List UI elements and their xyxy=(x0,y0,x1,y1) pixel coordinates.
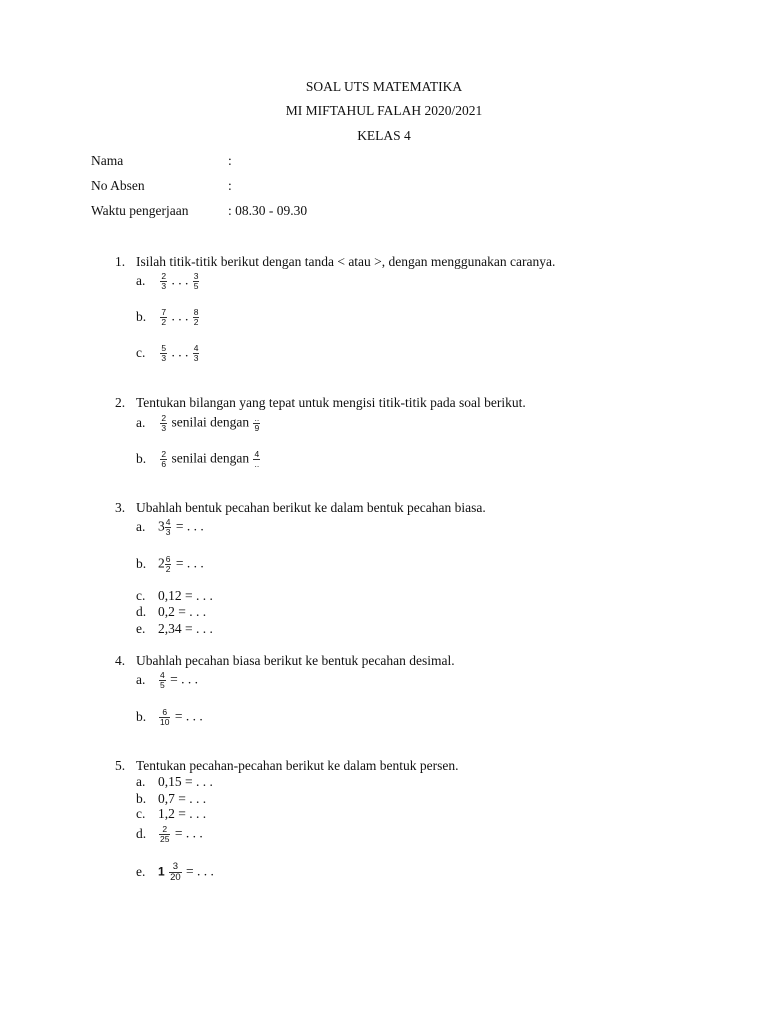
item-text: 0,7 = . . . xyxy=(158,791,207,806)
item-letter: b. xyxy=(136,555,147,571)
q5-item-c xyxy=(136,806,206,822)
time-label: Waktu pengerjaan xyxy=(91,203,189,218)
q3-item-e xyxy=(136,621,213,637)
fraction: $\frac{5}{3}$ xyxy=(161,343,167,363)
item-letter: a. xyxy=(136,774,146,789)
q3-item-a xyxy=(136,518,204,537)
q4-item-b xyxy=(136,708,203,727)
dots: . . . xyxy=(171,272,189,288)
item-letter: e. xyxy=(136,863,146,879)
item-letter: b. xyxy=(136,791,147,806)
dots: . . . xyxy=(171,308,189,324)
grade-label: KELAS 4 xyxy=(357,128,411,143)
item-letter: b. xyxy=(136,450,147,466)
q4-item-a xyxy=(136,671,198,690)
item-letter: a. xyxy=(136,671,146,687)
q4-text: Ubahlah pecahan biasa berikut ke bentuk pecahan desimal. xyxy=(136,653,455,668)
blank: = . . . xyxy=(175,555,204,571)
item-letter: d. xyxy=(136,604,147,619)
document-title: SOAL UTS MATEMATIKA xyxy=(305,79,463,94)
item-letter: a. xyxy=(136,414,146,430)
fraction: $\frac{3}{20}$ xyxy=(170,861,181,883)
whole-number: 1 xyxy=(158,864,165,879)
whole-number: 2 xyxy=(158,555,165,571)
blank: = . . . xyxy=(175,518,204,534)
q3-text: Ubahlah bentuk pecahan berikut ke dalam bentuk pecahan biasa. xyxy=(136,500,486,515)
item-letter: d. xyxy=(136,825,147,841)
q2-text: Tentukan bilangan yang tepat untuk mengisi titik-titik pada soal berikut. xyxy=(136,395,526,410)
equivalence-text: senilai dengan xyxy=(171,450,250,466)
school-name: MI MIFTAHUL FALAH 2020/2021 xyxy=(285,103,483,118)
q5-number: 5. xyxy=(115,758,126,773)
blank: = . . . xyxy=(174,708,203,724)
absen-label: No Absen xyxy=(91,178,145,193)
blank: = . . . xyxy=(170,671,198,687)
item-letter: b. xyxy=(136,708,147,724)
q1-number: 1. xyxy=(115,254,126,269)
fraction: $\frac{3}{5}$ xyxy=(193,271,199,291)
item-letter: a. xyxy=(136,272,146,288)
item-text: 2,34 = . . . xyxy=(158,621,213,636)
fraction: $\frac{2}{25}$ xyxy=(160,824,170,844)
fraction: $\frac{4}{3}$ xyxy=(165,517,171,537)
time-value: : 08.30 - 09.30 xyxy=(228,203,308,218)
equivalence-text: senilai dengan xyxy=(171,414,250,430)
q1-item-a xyxy=(136,272,200,291)
q1-item-b xyxy=(136,308,200,327)
dots: . . . xyxy=(171,344,189,360)
q5-text: Tentukan pecahan-pecahan berikut ke dalam bentuk persen. xyxy=(136,758,459,773)
q3-item-d xyxy=(136,604,206,620)
whole-number: 3 xyxy=(158,518,165,534)
q3-number: 3. xyxy=(115,500,126,515)
q5-item-d xyxy=(136,825,203,844)
q2-number: 2. xyxy=(115,395,126,410)
q5-item-e xyxy=(136,862,214,883)
fraction: $\frac{4}{3}$ xyxy=(193,343,199,363)
item-letter: c. xyxy=(136,806,146,821)
item-text: 1,2 = . . . xyxy=(158,806,207,821)
item-text: 0,15 = . . . xyxy=(158,774,213,789)
fraction: $\frac{6}{2}$ xyxy=(165,554,171,574)
fraction: $\frac{2}{3}$ xyxy=(161,413,167,433)
item-text: 0,12 = . . . xyxy=(158,588,213,603)
fraction: $\frac{7}{2}$ xyxy=(161,307,167,327)
fraction: $\frac{6}{10}$ xyxy=(160,707,170,727)
blank: = . . . xyxy=(186,863,214,879)
item-letter: e. xyxy=(136,621,146,636)
q1-item-c xyxy=(136,344,200,363)
absen-value: : xyxy=(228,178,232,193)
fraction: $\frac{8}{2}$ xyxy=(193,307,199,327)
item-letter: c. xyxy=(136,588,146,603)
fraction: $\frac{..}{9}$ xyxy=(254,413,260,433)
item-letter: a. xyxy=(136,518,146,534)
q2-item-b xyxy=(136,450,261,469)
q3-item-c xyxy=(136,588,213,604)
q3-item-b xyxy=(136,555,204,574)
q1-text: Isilah titik-titik berikut dengan tanda < atau >, dengan menggunakan caranya. xyxy=(136,254,556,269)
fraction: $\frac{2}{6}$ xyxy=(161,449,167,469)
item-letter: c. xyxy=(136,344,146,360)
blank: = . . . xyxy=(174,825,203,841)
item-text: 0,2 = . . . xyxy=(158,604,207,619)
name-value: : xyxy=(228,153,232,168)
fraction: $\frac{4}{5}$ xyxy=(160,670,165,690)
fraction: $\frac{2}{3}$ xyxy=(161,271,167,291)
name-label: Nama xyxy=(91,153,124,168)
item-letter: b. xyxy=(136,308,147,324)
fraction: $\frac{4}{..}$ xyxy=(254,449,260,469)
q2-item-a xyxy=(136,414,261,433)
q5-item-b xyxy=(136,791,206,807)
q5-item-a xyxy=(136,774,213,790)
q4-number: 4. xyxy=(115,653,126,668)
